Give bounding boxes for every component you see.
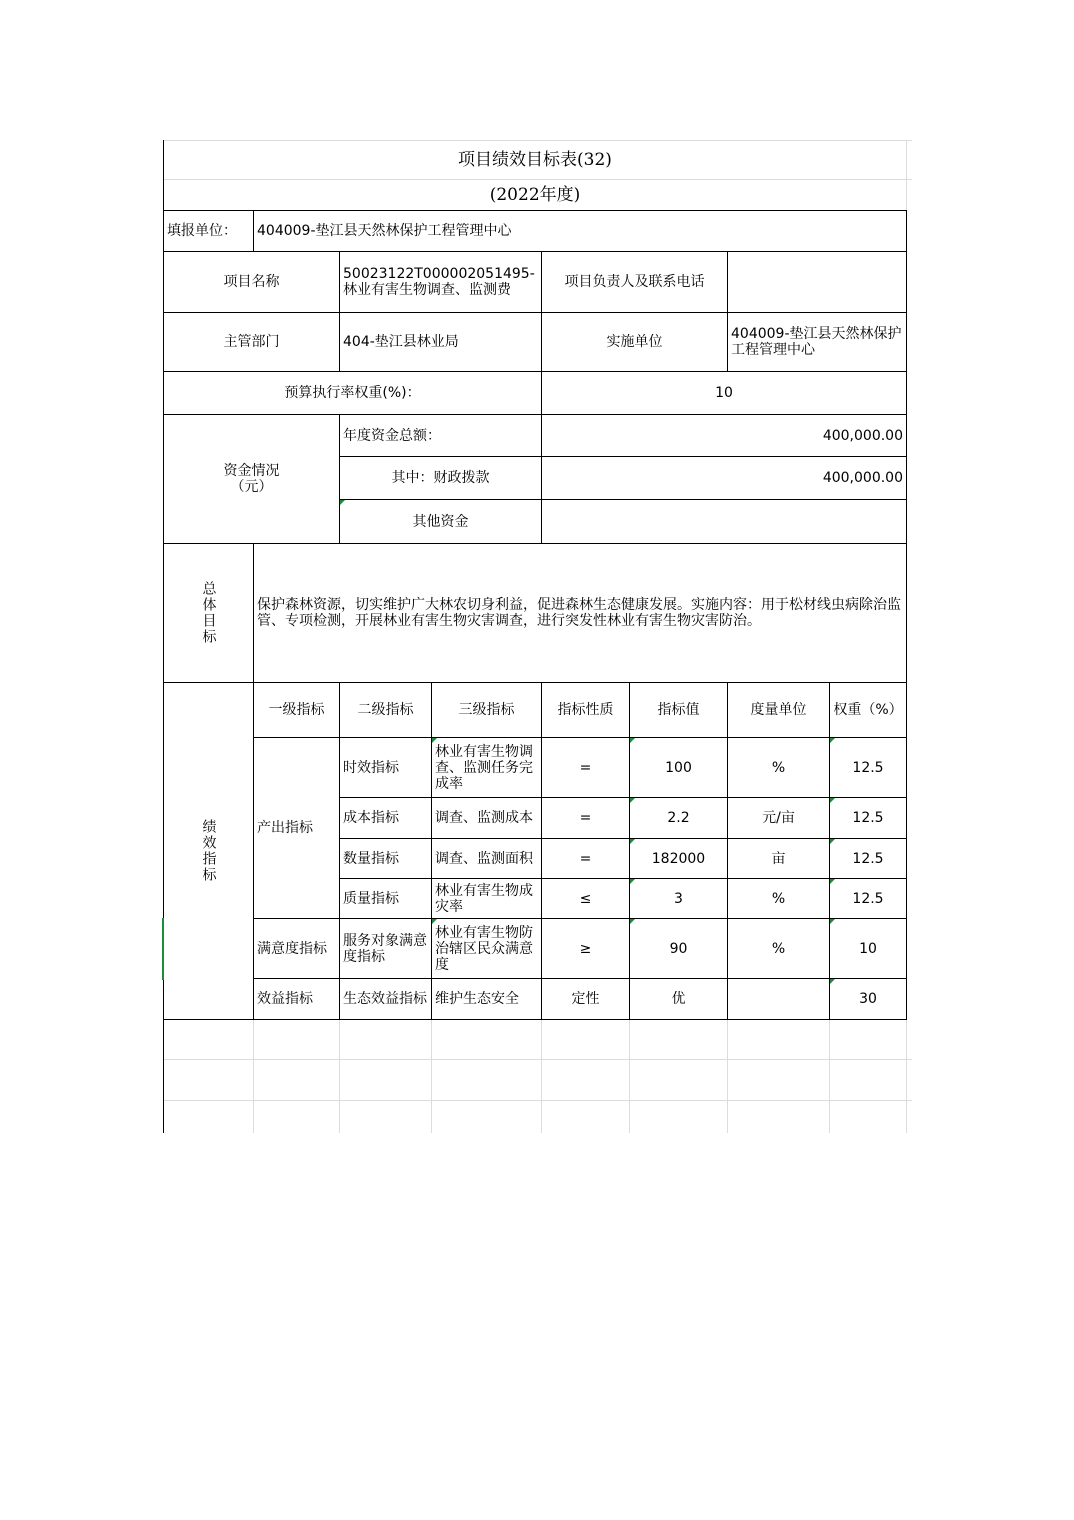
header-level2: 二级指标 (357, 702, 414, 718)
gridline (541, 1020, 542, 1133)
budget-weight-value[interactable]: 10 (715, 385, 733, 401)
table-row-nature[interactable]: = (579, 850, 592, 867)
contact-label: 项目负责人及联系电话 (564, 274, 705, 290)
header-unit: 度量单位 (750, 702, 807, 718)
level1-output: 产出指标 (257, 820, 313, 836)
table-row-weight[interactable]: 10 (859, 940, 877, 957)
table-row-nature[interactable]: ≤ (579, 890, 592, 907)
comment-marker-icon (830, 738, 835, 743)
comment-marker-icon (432, 919, 437, 924)
table-row-value[interactable]: 182000 (651, 850, 706, 867)
comment-marker-icon (432, 738, 437, 743)
budget-weight-label: 预算执行率权重(%)： (284, 385, 421, 401)
gridline (906, 140, 907, 210)
table-row-unit[interactable]: 元/亩 (762, 810, 795, 826)
indicators-label-cell (164, 683, 253, 1019)
gridline (339, 1020, 340, 1133)
gridline (253, 1020, 254, 1133)
gridline (629, 1020, 630, 1133)
table-row-level3[interactable]: 调查、监测成本 (435, 810, 533, 826)
comment-marker-icon (830, 879, 835, 884)
level1-satisfaction: 满意度指标 (257, 940, 327, 957)
table-row-nature[interactable]: 定性 (571, 991, 600, 1007)
table-row-weight[interactable]: 12.5 (852, 890, 884, 907)
table-row-weight[interactable]: 30 (859, 991, 877, 1007)
comment-marker-icon (630, 839, 635, 844)
table-row-level2: 质量指标 (343, 890, 399, 907)
selection-edge-marker (162, 918, 164, 980)
comment-marker-icon (630, 738, 635, 743)
header-weight: 权重（%） (833, 702, 903, 718)
table-row-level2: 时效指标 (343, 759, 399, 776)
project-name-label: 项目名称 (223, 274, 280, 290)
funds-label: 资金情况（元） (223, 463, 280, 495)
goal-text[interactable]: 保护森林资源，切实维护广大林农切身利益，促进森林生态健康发展。实施内容：用于松材线虫病除治监管、专项检测，开展林业有害生物灾害调查，进行突发性林业有害生物灾害防治。 (257, 597, 901, 629)
table-row-nature[interactable]: = (579, 810, 592, 826)
goal-label-cell (164, 544, 253, 682)
table-row-unit[interactable]: 亩 (771, 850, 786, 867)
comment-marker-icon (830, 798, 835, 803)
funds-fiscal-value[interactable]: 400,000.00 (822, 470, 903, 486)
table-row-unit[interactable]: % (771, 940, 786, 957)
gridline (163, 1100, 912, 1101)
table-row-value[interactable]: 优 (671, 991, 686, 1007)
table-row-level2: 生态效益指标 (343, 991, 427, 1007)
table-row-level2: 成本指标 (343, 810, 399, 826)
gridline (906, 1020, 907, 1133)
table-row-level2: 服务对象满意度指标 (343, 932, 427, 965)
funds-total-value[interactable]: 400,000.00 (822, 427, 903, 444)
table-row-weight[interactable]: 12.5 (852, 759, 884, 776)
dept-value[interactable]: 404-垫江县林业局 (343, 334, 459, 350)
table-row-value[interactable]: 100 (665, 759, 692, 776)
table-row-nature[interactable]: = (579, 759, 592, 776)
comment-marker-icon (630, 798, 635, 803)
table-row-value[interactable]: 2.2 (667, 810, 690, 826)
table-row-level3[interactable]: 林业有害生物成灾率 (435, 882, 533, 915)
impl-value[interactable]: 404009-垫江县天然林保护工程管理中心 (731, 326, 902, 358)
funds-total-label: 年度资金总额： (343, 427, 441, 444)
level1-benefit: 效益指标 (257, 991, 313, 1007)
indicators-label: 绩效指标 (200, 819, 217, 883)
border-line (906, 210, 907, 1020)
table-row-value[interactable]: 90 (669, 940, 688, 957)
comment-marker-icon (830, 979, 835, 984)
gridline (829, 1020, 830, 1133)
goal-label: 总体目标 (200, 581, 217, 645)
header-level3: 三级指标 (458, 702, 515, 718)
funds-other-value[interactable] (542, 500, 906, 543)
table-row-weight[interactable]: 12.5 (852, 850, 884, 867)
page-title: 项目绩效目标表(32) (458, 150, 612, 170)
header-nature: 指标性质 (557, 702, 614, 718)
gridline (163, 1059, 912, 1060)
unit-value[interactable]: 404009-垫江县天然林保护工程管理中心 (257, 223, 512, 239)
table-row-unit[interactable] (728, 979, 829, 1019)
table-row-unit[interactable]: % (771, 759, 786, 776)
header-value: 指标值 (657, 702, 700, 718)
unit-label: 填报单位： (167, 223, 237, 239)
table-row-level3[interactable]: 林业有害生物防治辖区民众满意度 (435, 924, 533, 973)
comment-marker-icon (830, 839, 835, 844)
table-row-unit[interactable]: % (771, 890, 786, 907)
contact-value[interactable] (728, 252, 906, 312)
table-row-level3[interactable]: 调查、监测面积 (435, 850, 533, 867)
gridline (431, 1020, 432, 1133)
project-name-value[interactable]: 50023122T000002051495-林业有害生物调查、监测费 (343, 266, 535, 298)
header-level1: 一级指标 (268, 702, 325, 718)
table-row-value[interactable]: 3 (674, 890, 683, 907)
comment-marker-icon (630, 919, 635, 924)
table-row-level3[interactable]: 林业有害生物调查、监测任务完成率 (435, 743, 533, 792)
gridline (727, 1020, 728, 1133)
table-row-weight[interactable]: 12.5 (852, 810, 884, 826)
impl-label: 实施单位 (606, 334, 663, 350)
comment-marker-icon (630, 879, 635, 884)
comment-marker-icon (830, 919, 835, 924)
comment-marker-icon (340, 500, 345, 505)
funds-other-label: 其他资金 (412, 513, 469, 530)
funds-fiscal-label: 其中：财政拨款 (391, 470, 490, 486)
table-row-nature[interactable]: ≥ (579, 940, 592, 957)
border-line (163, 1019, 907, 1020)
page-subtitle: (2022年度) (489, 185, 581, 205)
table-row-level3[interactable]: 维护生态安全 (435, 991, 519, 1007)
dept-label: 主管部门 (223, 334, 280, 350)
table-row-level2: 数量指标 (343, 850, 399, 867)
